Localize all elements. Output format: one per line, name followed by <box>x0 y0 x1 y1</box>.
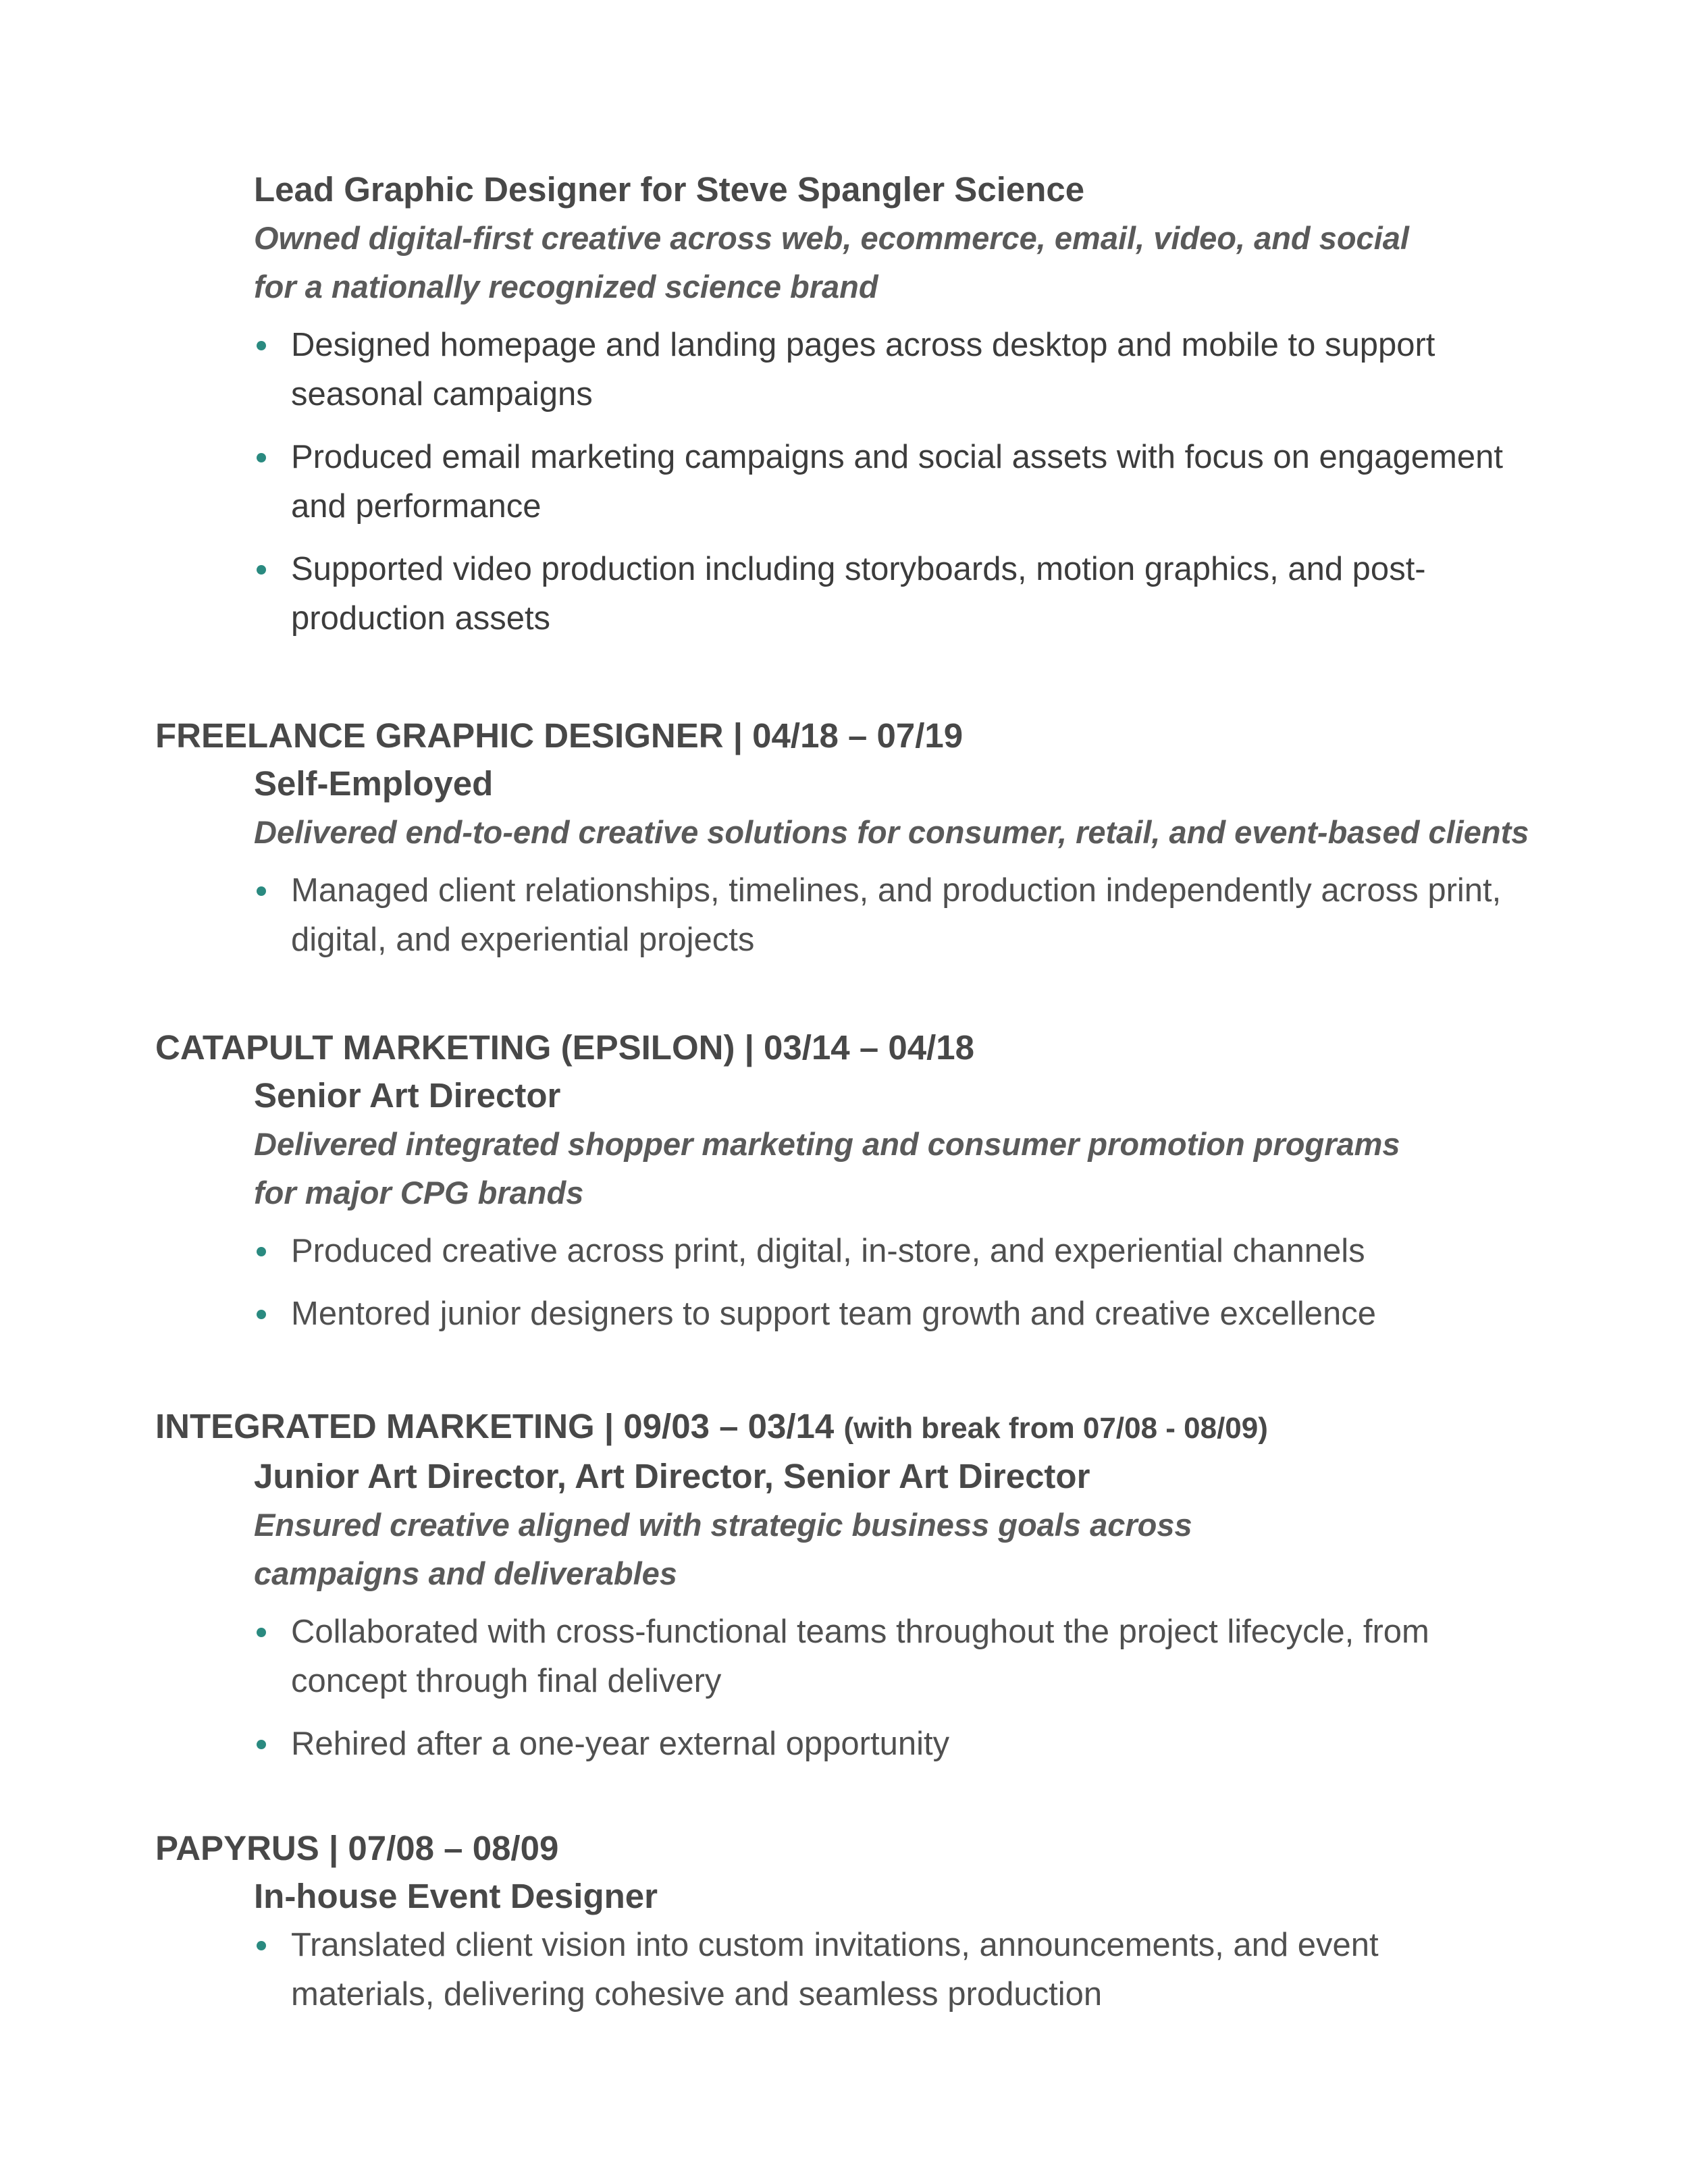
bullet-dot-icon <box>257 341 266 350</box>
bullet-dot-icon <box>257 1941 266 1950</box>
company-header: CATAPULT MARKETING (EPSILON) | 03/14 – 04/18 <box>155 1028 974 1067</box>
list-item <box>254 1289 1527 1339</box>
company-header: FREELANCE GRAPHIC DESIGNER | 04/18 – 07/19 <box>155 716 964 755</box>
bullet-text: Rehired after a one-year external opportunity <box>291 1726 950 1762</box>
bullet-text: Produced creative across print, digital, in-store, and experiential channels <box>291 1233 1365 1269</box>
role-summary: Ensured creative aligned with strategic business goals across campaigns and deliverables <box>254 1507 1192 1591</box>
bullet-text: Collaborated with cross-functional teams throughout the project lifecycle, from concept through final delivery <box>291 1614 1429 1699</box>
experience-papyrus <box>155 1825 1539 2033</box>
role-summary: Delivered integrated shopper marketing and consumer promotion programs for major CPG brands <box>254 1126 1400 1210</box>
list-item <box>254 545 1527 643</box>
bullet-dot-icon <box>257 1628 266 1637</box>
role-summary: Delivered end-to-end creative solutions for consumer, retail, and event-based clients <box>254 814 1529 850</box>
experience-steve-spangler <box>155 165 1539 657</box>
list-item <box>254 1607 1527 1706</box>
list-item <box>254 866 1527 965</box>
bullet-list <box>254 1921 1539 2019</box>
bullet-dot-icon <box>257 565 266 575</box>
bullet-list <box>254 321 1539 643</box>
list-item <box>254 1720 1527 1769</box>
company-header-note: (with break from 07/08 - 08/09) <box>843 1412 1268 1445</box>
role-summary: Owned digital-first creative across web, ecommerce, email, video, and social for a nationally recognized science brand <box>254 220 1409 304</box>
bullet-text: Designed homepage and landing pages across desktop and mobile to support seasonal campaigns <box>291 327 1435 412</box>
bullet-list <box>254 1227 1539 1339</box>
bullet-dot-icon <box>257 886 266 896</box>
role-title: In-house Event Designer <box>254 1877 658 1915</box>
bullet-dot-icon <box>257 1247 266 1256</box>
company-header <box>155 1403 1539 1452</box>
list-item <box>254 1921 1527 2019</box>
bullet-text: Translated client vision into custom invitations, announcements, and event materials, delivering cohesive and seamless production <box>291 1927 1379 2013</box>
bullet-text: Produced email marketing campaigns and social assets with focus on engagement and performance <box>291 439 1503 525</box>
role-title: Junior Art Director, Art Director, Senior Art Director <box>254 1457 1090 1495</box>
bullet-dot-icon <box>257 1310 266 1319</box>
list-item <box>254 321 1527 419</box>
list-item <box>254 1227 1527 1276</box>
bullet-text: Managed client relationships, timelines, and production independently across print, digital, and experiential projects <box>291 872 1502 958</box>
list-item <box>254 433 1527 531</box>
role-title: Senior Art Director <box>254 1076 561 1115</box>
company-header-text: INTEGRATED MARKETING | 09/03 – 03/14 <box>155 1407 835 1445</box>
bullet-dot-icon <box>257 1740 266 1749</box>
role-title: Self-Employed <box>254 764 494 803</box>
experience-freelance <box>155 712 1539 978</box>
company-header: PAPYRUS | 07/08 – 08/09 <box>155 1829 559 1867</box>
bullet-text: Supported video production including storyboards, motion graphics, and post-production assets <box>291 551 1426 637</box>
bullet-list <box>254 1607 1539 1769</box>
bullet-dot-icon <box>257 453 266 462</box>
experience-integrated-marketing <box>155 1403 1539 1782</box>
experience-catapult <box>155 1024 1539 1352</box>
bullet-text: Mentored junior designers to support team growth and creative excellence <box>291 1296 1376 1332</box>
bullet-list <box>254 866 1539 965</box>
role-title: Lead Graphic Designer for Steve Spangler Science <box>254 170 1085 209</box>
